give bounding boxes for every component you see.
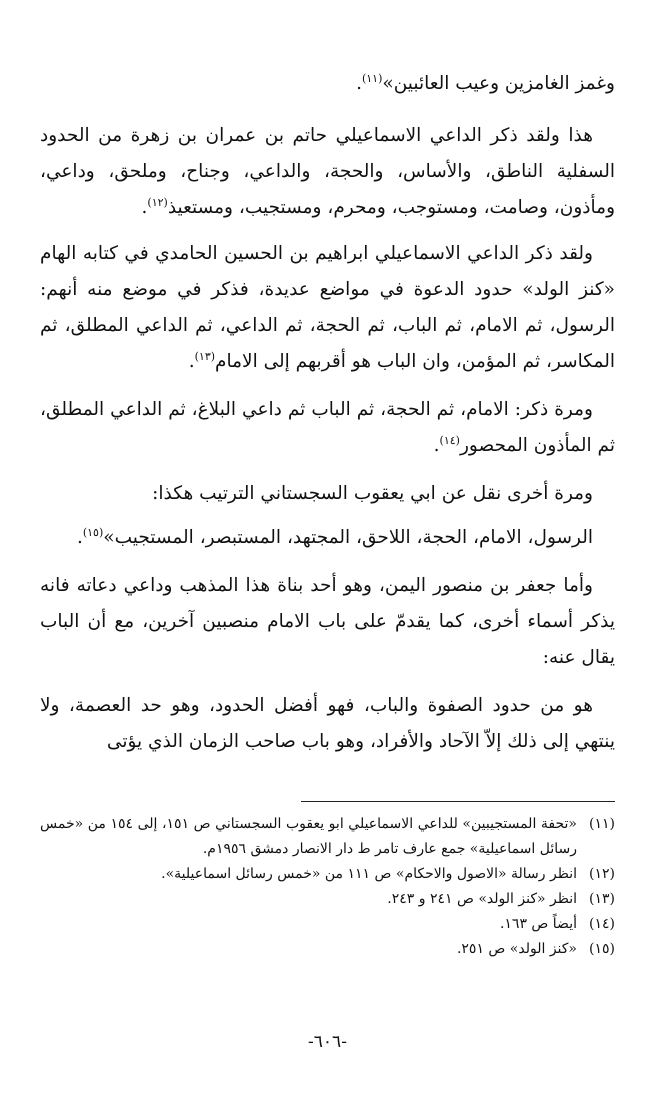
footnote-number: (١٢) xyxy=(589,866,615,882)
paragraph-4-text: ومرة أخرى نقل عن ابي يعقوب السجستاني الترتيب هكذا: xyxy=(152,483,593,504)
paragraph-0-end: . xyxy=(356,73,362,94)
footnote-15 xyxy=(40,937,615,962)
paragraph-5 xyxy=(40,520,615,556)
footnote-ref-15: (١٥) xyxy=(82,525,104,539)
footnote-number: (١٣) xyxy=(589,891,615,907)
paragraph-2 xyxy=(40,236,615,380)
footnotes xyxy=(40,812,615,962)
footnote-number: (١٥) xyxy=(589,941,615,957)
paragraph-5-end: . xyxy=(76,527,83,548)
footnote-number: (١٤) xyxy=(589,916,615,932)
footnote-separator xyxy=(301,801,615,802)
footnote-text: «كنز الولد» ص ٢٥١. xyxy=(456,941,577,957)
paragraph-1-text: هذا ولقد ذكر الداعي الاسماعيلي حاتم بن عمران بن زهرة من الحدود السفلية الناطق، والأساس، والحجة، والداعي، وجناح، وملحق، وداعي، ومأذون، وصامت، ومستوجب، ومحرم، ومستجيب، ومستعيذ xyxy=(40,125,615,218)
footnote-ref-11: (١١) xyxy=(361,71,383,85)
page-body xyxy=(40,66,615,1102)
paragraph-5-text: الرسول، الامام، الحجة، اللاحق، المجتهد، المستبصر، المستجيب» xyxy=(103,527,593,548)
paragraph-4 xyxy=(40,476,615,512)
paragraph-3 xyxy=(40,392,615,464)
footnote-13 xyxy=(40,887,615,912)
paragraph-3-text: ومرة ذكر: الامام، ثم الحجة، ثم الباب ثم داعي البلاغ، ثم الداعي المطلق، ثم المأذون المحصور xyxy=(40,399,615,456)
footnote-11 xyxy=(40,812,615,862)
paragraph-0 xyxy=(40,66,615,102)
footnote-ref-14: (١٤) xyxy=(439,433,460,447)
page-number: -٦٠٦- xyxy=(308,1032,347,1052)
paragraph-6-text: وأما جعفر بن منصور اليمن، وهو أحد بناة هذا المذهب وداعي دعاته فانه يذكر أسماء أخرى، كما يقدمّ على باب الامام منصبين آخرين، مع أن الباب يقال عنه: xyxy=(40,575,615,668)
paragraph-7 xyxy=(40,688,615,760)
paragraph-1 xyxy=(40,118,615,226)
paragraph-2-text: ولقد ذكر الداعي الاسماعيلي ابراهيم بن الحسين الحامدي في كتابه الهام «كنز الولد» حدود الدعوة في مواضع عديدة، فذكر في موضع منه أنهم: الرسول، ثم الامام، ثم الباب، ثم الحجة، ثم الداعي، ثم الداعي المطلق، ثم المكاسر، ثم المؤمن، وان الباب هو أقربهم إلى الامام xyxy=(40,243,615,372)
footnote-14 xyxy=(40,912,615,937)
paragraph-0-text: وغمز الغامزين وعيب العائبين» xyxy=(382,73,615,94)
footnote-number: (١١) xyxy=(589,816,615,832)
paragraph-1-end: . xyxy=(141,197,148,218)
footnote-text: «تحفة المستجيبين» للداعي الاسماعيلي ابو يعقوب السجستاني ص ١٥١، إلى ١٥٤ من «خمس رسائل اسماعيلية» جمع عارف تامر ط دار الانصار دمشق ١٩٥٦م. xyxy=(40,816,577,857)
footnote-12 xyxy=(40,862,615,887)
paragraph-7-text: هو من حدود الصفوة والباب، فهو أفضل الحدود، وهو حد العصمة، ولا ينتهي إلى ذلك إلاّ الآحاد والأفراد، وهو باب صاحب الزمان الذي يؤتى xyxy=(40,695,615,752)
footnote-ref-12: (١٢) xyxy=(147,195,168,209)
paragraph-6 xyxy=(40,568,615,676)
paragraph-2-end: . xyxy=(188,351,195,372)
paragraph-3-end: . xyxy=(433,435,440,456)
footnote-text: انظر «كنز الولد» ص ٢٤١ و ٢٤٣. xyxy=(387,891,577,907)
footnote-text: أيضاً ص ١٦٣. xyxy=(499,916,577,932)
footnote-text: انظر رسالة «الاصول والاحكام» ص ١١١ من «خمس رسائل اسماعيلية». xyxy=(161,866,577,882)
footnote-ref-13: (١٣) xyxy=(194,349,216,363)
